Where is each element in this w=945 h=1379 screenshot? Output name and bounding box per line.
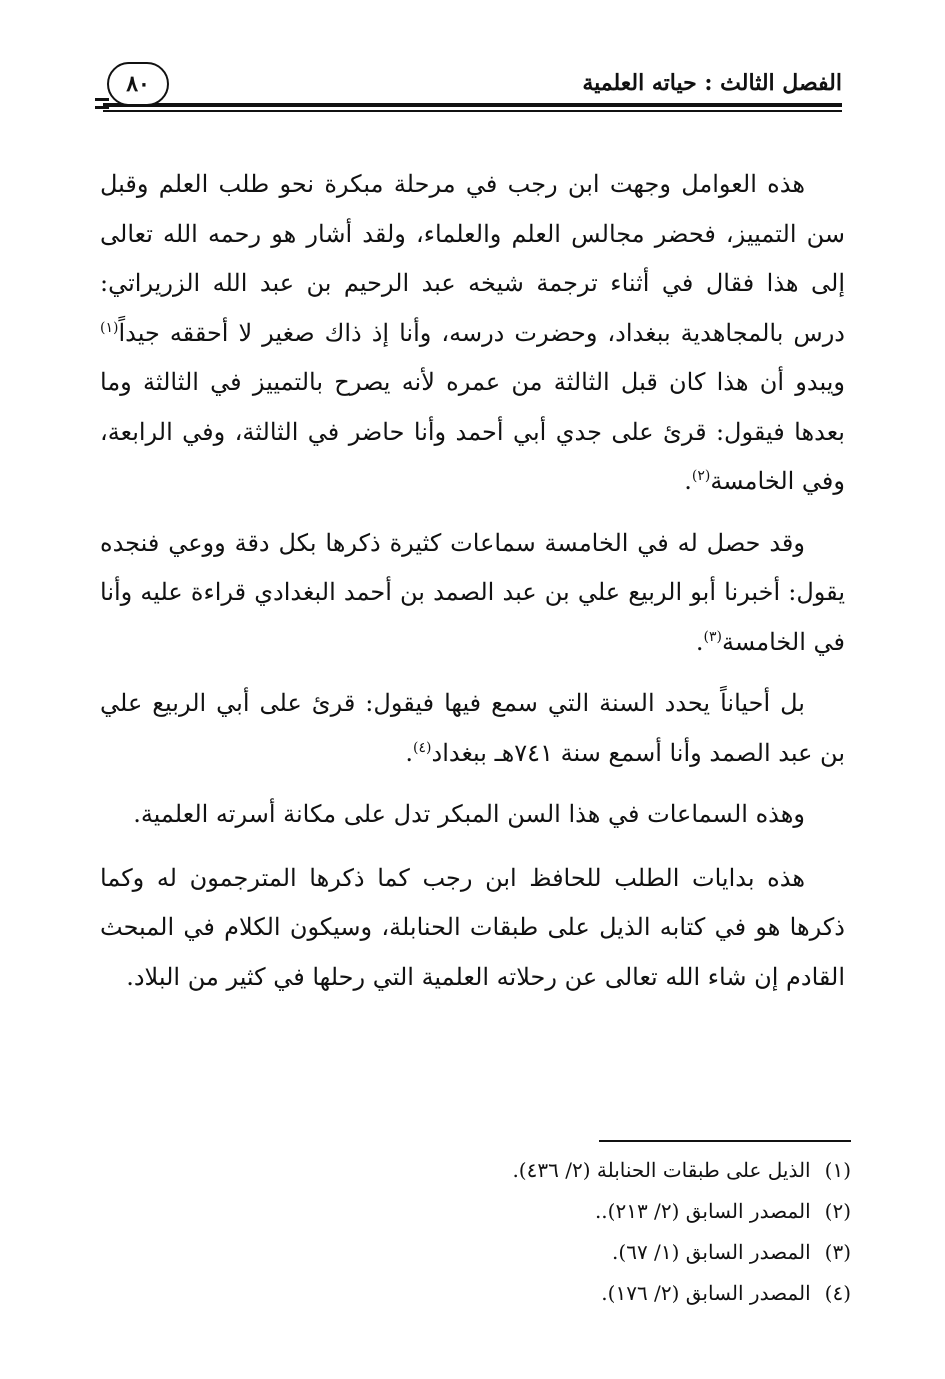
- footnotes: [100, 1140, 851, 1314]
- footnote: [100, 1273, 851, 1314]
- footnote-ref[interactable]: (١): [100, 319, 119, 336]
- footnote-number: (٣): [824, 1239, 851, 1264]
- footnote: [100, 1232, 851, 1273]
- footnote-ref[interactable]: (٢): [691, 468, 711, 484]
- body-text: [100, 160, 845, 1014]
- header-rule-thin: [103, 110, 842, 112]
- footnote-separator: [599, 1140, 851, 1142]
- page-number: ٨٠: [126, 71, 150, 97]
- chapter-title: الفصل الثالث : حياته العلمية: [582, 70, 842, 96]
- footnote-number: (٤): [824, 1280, 851, 1305]
- footnote-number: (٢): [824, 1198, 851, 1223]
- header-ornament: [95, 98, 109, 101]
- running-header: [103, 62, 842, 122]
- footnote-ref[interactable]: (٣): [703, 628, 722, 645]
- footnote-text: المصدر السابق (١/ ٦٧).: [612, 1239, 811, 1264]
- footnote-text: المصدر السابق (٢/ ٢١٣)..: [594, 1198, 811, 1223]
- paragraph: هذه بدايات الطلب للحافظ ابن رجب كما ذكرها المترجمون له وكما ذكرها هو في كتابه الذيل على طبقات الحنابلة، وسيكون الكلام في المبحث القادم إن شاء الله تعالى عن رحلاته العلمية التي رحلها في كثير من البلاد.: [100, 863, 845, 991]
- paragraph: بل أحياناً يحدد السنة التي سمع فيها فيقول: قرئ على أبي الربيع علي بن عبد الصمد وأنا أسمع سنة ٧٤١هـ ببغداد$^{(٤)}$.: [100, 689, 845, 767]
- paragraph: وقد حصل له في الخامسة سماعات كثيرة ذكرها بكل دقة ووعي فنجده يقول: أخبرنا أبو الربيع علي بن عبد الصمد بن أحمد البغدادي قراءة عليه وأنا في الخامسة$^{(٣)}$.: [100, 528, 845, 656]
- footnote-text: المصدر السابق (٢/ ١٧٦).: [601, 1280, 811, 1305]
- footnote-text: الذيل على طبقات الحنابلة (٢/ ٤٣٦).: [512, 1157, 811, 1182]
- footnote-ref[interactable]: (٤): [413, 739, 432, 756]
- footnote-number: (١): [824, 1157, 851, 1182]
- footnote: [100, 1150, 851, 1191]
- paragraph: وهذه السماعات في هذا السن المبكر تدل على مكانة أسرته العلمية.: [133, 800, 805, 828]
- header-rule-thick: [103, 103, 842, 107]
- header-ornament: [95, 106, 109, 109]
- paragraph: هذه العوامل وجهت ابن رجب في مرحلة مبكرة نحو طلب العلم وقبل سن التمييز، فحضر مجالس العلم والعلماء، ولقد أشار هو رحمه الله تعالى إلى هذا فقال في أثناء ترجمة شيخه عبد الرحيم بن عبد الله الزريراتي: درس بالمجاهدية ببغداد، وحضرت درسه، وأنا إذ ذاك صغير لا أحققه جيداً$^{(١)}$ ويبدو أن هذا كان قبل الثالثة من عمره لأنه يصرح بالتمييز في الثالثة وما بعدها فيقول: قرئ على جدي أبي أحمد وأنا حاضر في الثالثة، وفي الرابعة، وفي الخامسة$^{(٢)}$.: [100, 170, 845, 495]
- page-number-badge: [107, 62, 169, 106]
- footnote: [100, 1191, 851, 1232]
